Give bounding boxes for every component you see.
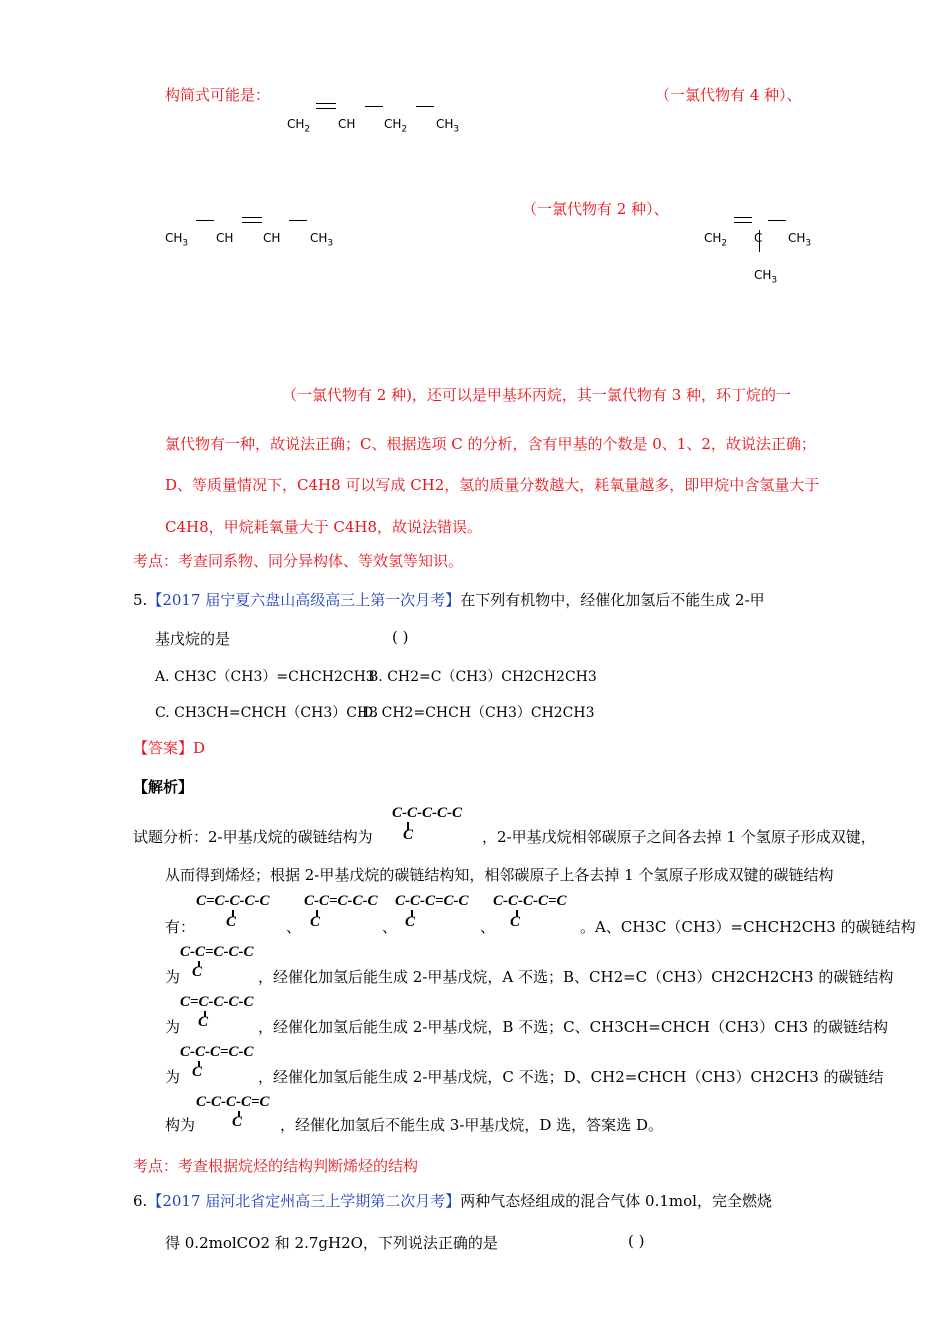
wei-b: 为 [165,1018,181,1036]
chain-ene-2: C-C=C-C-C [304,893,378,909]
question-6-line-1: 6.【2017 届河北省定州高三上学期第二次月考】两种气态烃组成的混合气体 0.1mol，完全燃烧 [133,1192,772,1210]
chain-ene-4: C-C-C-C=C [493,893,567,909]
option-d: D. CH2=CHCH（CH3）CH2CH3 [362,705,595,721]
chain-ene-1-branch: C [226,914,237,930]
chloride-note-1: （一氯代物有 4 种）、 [655,86,802,104]
chain-main: C-C-C-C-C [392,805,463,821]
chain-c: C-C-C=C-C [180,1044,254,1060]
chain-ene-2-branch: C [310,914,321,930]
chain-ene-4-branch: C [510,914,521,930]
analysis-line-2: 从而得到烯烃；根据 2-甲基戊烷的碳链结构知，相邻碳原子上各去掉 1 个氢原子形成双键的碳链结构 [165,866,834,884]
answer-line [133,737,205,758]
chain-main-branch: C [403,827,414,843]
analysis-line-1b: ，2-甲基戊烷相邻碳原子之间各去掉 1 个氢原子形成双键， [482,828,876,846]
chain-d: C-C-C-C=C [196,1094,270,1110]
wei-c: 为 [165,1068,181,1086]
analysis-line-4: ，经催化加氢后能生成 2-甲基戊烷，A 不选；B、CH2=C（CH3）CH2CH2CH3 的碳链结构 [258,968,894,986]
separator: 、 [286,918,302,936]
question-number: 6. [133,1192,148,1210]
chain-a: C-C=C-C-C [180,944,254,960]
chloride-note-2: （一氯代物有 2 种）、 [522,200,669,218]
analysis-line-3b: 。A、CH3C（CH3）=CHCH2CH3 的碳链结构 [580,918,916,936]
chain-b: C=C-C-C-C [180,994,254,1010]
kaodian-1: 考点：考查同系物、同分异构体、等效氢等知识。 [133,552,464,570]
explanation-line-4: 氯代物有一种，故说法正确；C、根据选项 C 的分析，含有甲基的个数是 0、1、2，故说法正确； [165,435,816,453]
option-a: A. CH3C（CH3）=CHCH2CH3 [155,669,375,685]
option-b: B. CH2=C（CH3）CH2CH2CH3 [368,669,597,685]
answer-value: D [193,739,206,757]
separator: 、 [480,918,496,936]
chain-c-branch: C [192,1064,203,1080]
kaodian-2: 考点：考查根据烷烃的结构判断烯烃的结构 [133,1157,419,1175]
question-source: 【2017 届宁夏六盘山高级高三上第一次月考】 [147,591,461,609]
option-c: C. CH3CH=CHCH（CH3）CH3 [155,705,379,721]
wei-a: 为 [165,968,181,986]
answer-label: 【答案】 [133,739,194,757]
chain-a-branch: C [192,964,203,980]
question-number: 5. [133,591,148,609]
question-source: 【2017 届河北省定州高三上学期第二次月考】 [147,1192,461,1210]
gouwei-d: 构为 [165,1116,196,1134]
analysis-label: 【解析】 [133,778,194,796]
separator: 、 [382,918,398,936]
question-5-line-2: 基戊烷的是 [155,630,231,648]
analysis-line-5: ，经催化加氢后能生成 2-甲基戊烷，B 不选；C、CH3CH=CHCH（CH3）CH3 的碳链结构 [258,1018,888,1036]
answer-paren: ( ) [392,628,409,646]
explanation-line-6: C4H8，甲烷耗氧量大于 C4H8，故说法错误。 [165,518,483,536]
chain-ene-1: C=C-C-C-C [196,893,270,909]
lead-text: 构简式可能是： [165,86,271,104]
analysis-line-3a: 有： [165,918,196,936]
explanation-line-3: （一氯代物有 2 种)，还可以是甲基环丙烷，其一氯代物有 3 种，环丁烷的一 [282,386,792,404]
chain-ene-3: C-C-C=C-C [395,893,469,909]
question-5-line-1: 5.【2017 届宁夏六盘山高级高三上第一次月考】在下列有机物中，经催化加氢后不能生成 2-甲 [133,591,765,609]
analysis-line-7: ，经催化加氢后不能生成 3-甲基戊烷，D 选，答案选 D。 [280,1116,663,1134]
chain-d-branch: C [232,1114,243,1130]
chain-b-branch: C [198,1014,209,1030]
analysis-line-1a: 试题分析：2-甲基戊烷的碳链结构为 [133,828,373,846]
chain-ene-3-branch: C [405,914,416,930]
analysis-line-6: ，经催化加氢后能生成 2-甲基戊烷，C 不选；D、CH2=CHCH（CH3）CH2CH3 的碳链结 [258,1068,884,1086]
question-6-line-2: 得 0.2molCO2 和 2.7gH2O，下列说法正确的是 [165,1234,498,1252]
answer-paren-6: ( ) [628,1232,645,1250]
explanation-line-5: D、等质量情况下，C4H8 可以写成 CH2，氢的质量分数越大，耗氧量越多，即甲烷中含氢量大于 [165,476,820,494]
